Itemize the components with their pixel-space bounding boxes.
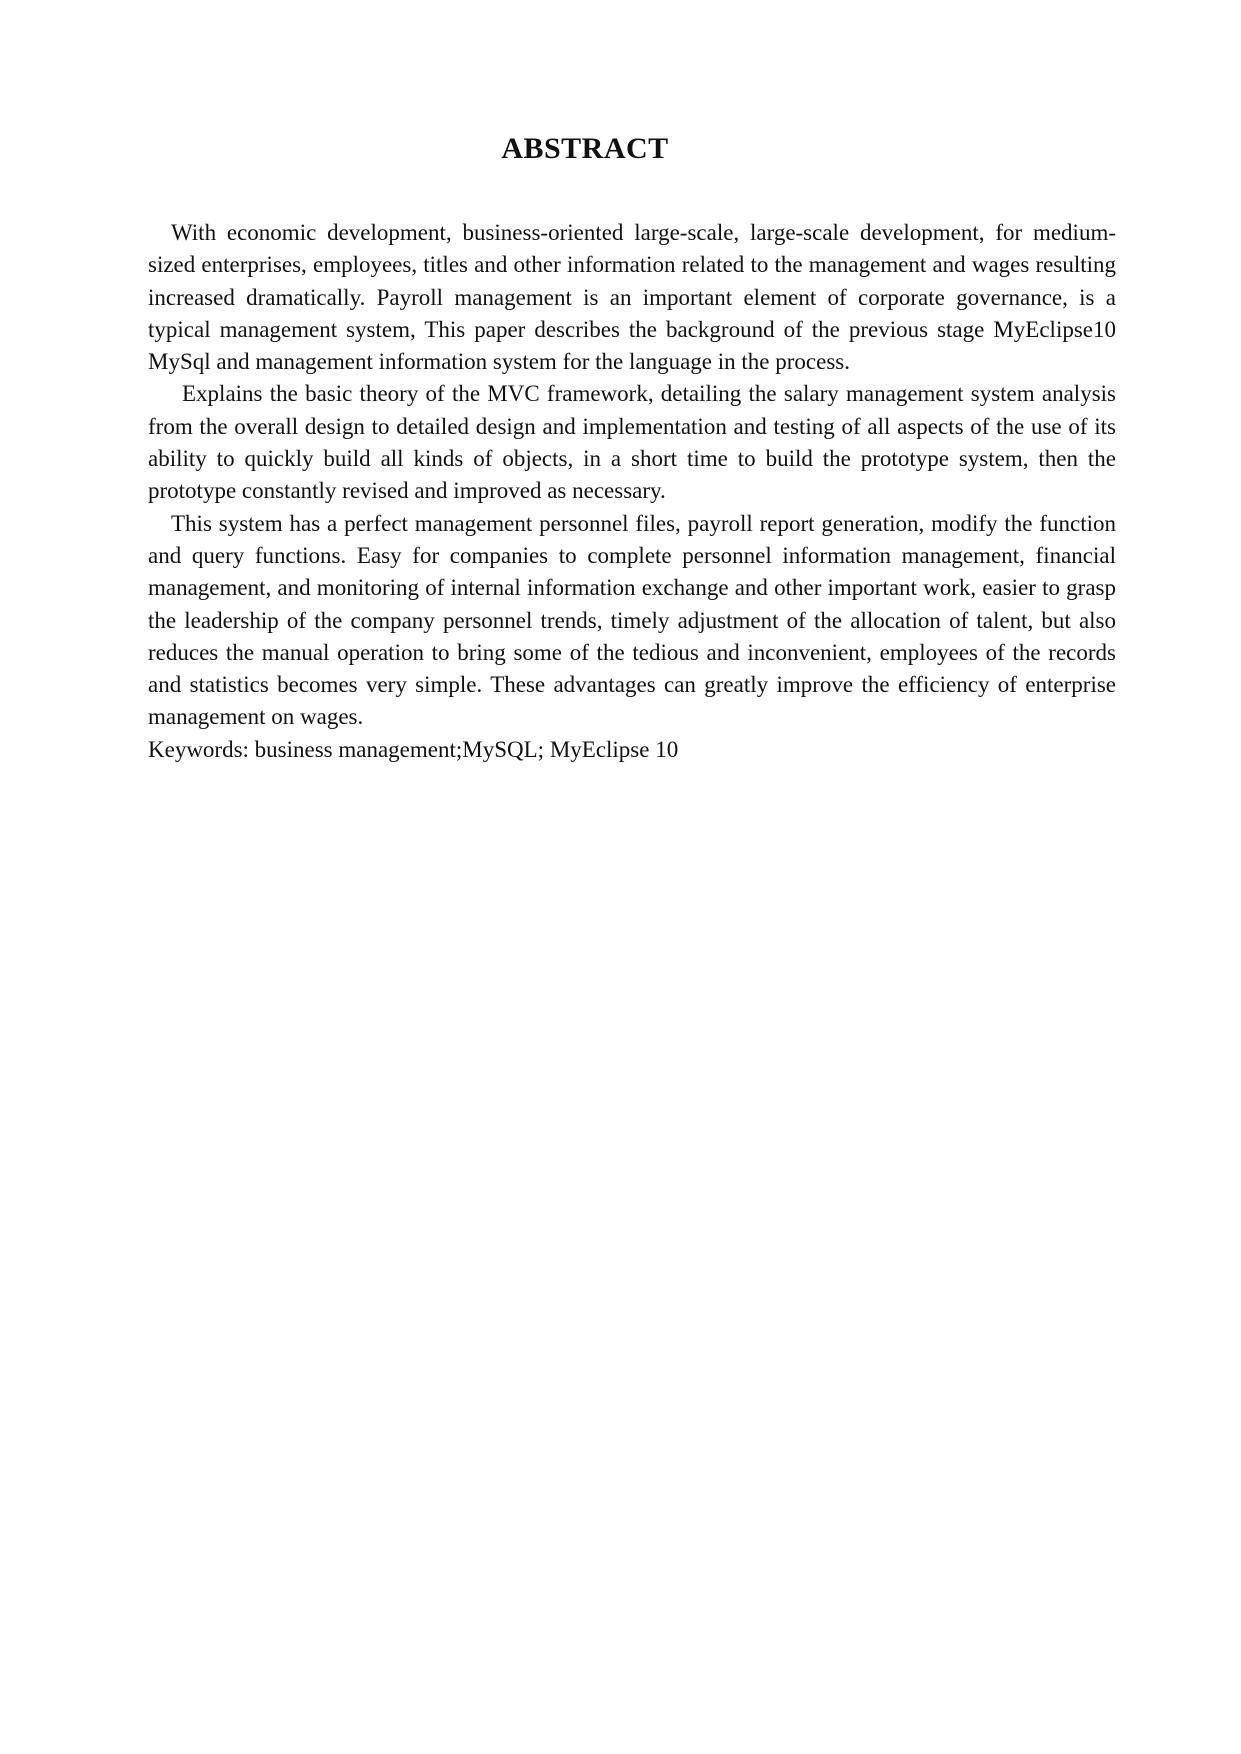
abstract-body [148,217,1116,766]
abstract-title: ABSTRACT [501,132,669,165]
abstract-paragraph-2: Explains the basic theory of the MVC framework, detailing the salary management system analysis from the overall design to detailed design and implementation and testing of all aspects of the use of its ability to quickly build all kinds of objects, in a short time to build the prototype system, then the prototype constantly revised and improved as necessary. [148,381,1116,504]
keywords-line: Keywords: business management;MySQL; MyEclipse 10 [148,736,679,762]
abstract-paragraph-3: This system has a perfect management personnel files, payroll report generation, modify the function and query functions. Easy for companies to complete personnel information management, financial management, and monitoring of internal information exchange and other important work, easier to grasp the leadership of the company personnel trends, timely adjustment of the allocation of talent, but also reduces the manual operation to bring some of the tedious and inconvenient, employees of the records and statistics becomes very simple. These advantages can greatly improve the efficiency of enterprise management on wages. [148,510,1116,730]
abstract-paragraph-1: With economic development, business-oriented large-scale, large-scale development, for medium-sized enterprises, employees, titles and other information related to the management and wages resulting increased dramatically. Payroll management is an important element of corporate governance, is a typical management system, This paper describes the background of the previous stage MyEclipse10 MySql and management information system for the language in the process. [148,220,1116,375]
